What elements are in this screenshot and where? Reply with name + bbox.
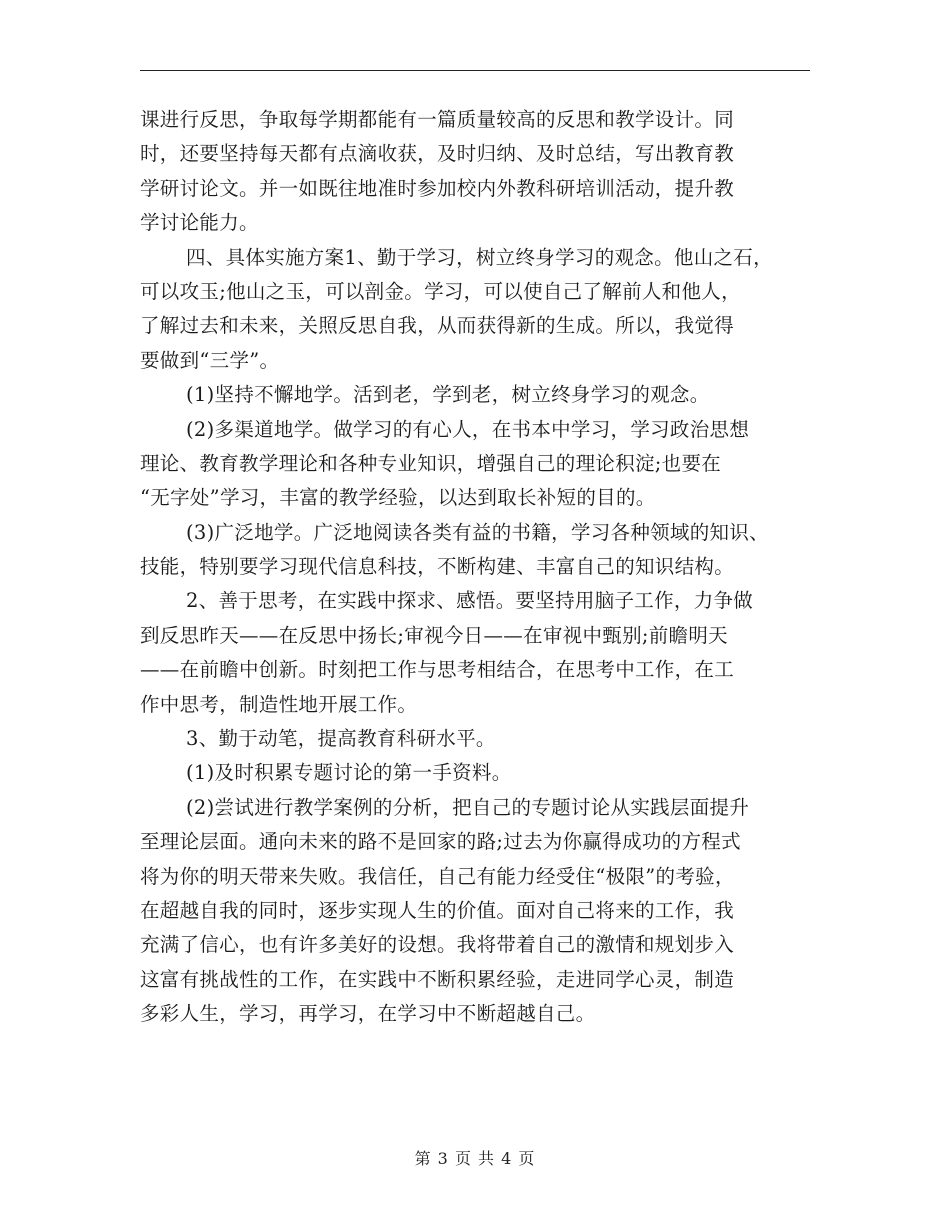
text-line: (2)尝试进行教学案例的分析，把自己的专题讨论从实践层面提升 [186,795,750,819]
text-line: 了解过去和未来，关照反思自我，从而获得新的生成。所以，我觉得 [140,314,735,338]
text-line: (3)广泛地学。广泛地阅读各类有益的书籍，学习各种领域的知识、 [186,520,769,544]
text-line: 这富有挑战性的工作，在实践中不断积累经验，走进同学心灵，制造 [140,967,735,991]
text-line: 到反思昨天——在反思中扬长;审视今日——在审视中甄别;前瞻明天 [140,623,728,647]
text-line: 可以攻玉;他山之玉，可以剖金。学习，可以使自己了解前人和他人， [140,279,741,303]
text-line: 将为你的明天带来失败。我信任，自己有能力经受住“极限”的考验， [140,864,735,888]
text-line: 2、善于思考，在实践中探求、感悟。要坚持用脑子工作，力争做 [186,589,754,613]
page-number: 第 3 页 共 4 页 [414,1149,536,1168]
text-line: 作中思考，制造性地开展工作。 [140,692,418,716]
text-line: 在超越自我的同时，逐步实现人生的价值。面对自己将来的工作，我 [140,898,735,922]
text-line: (1)及时积累专题讨论的第一手资料。 [186,761,512,785]
text-line: 课进行反思，争取每学期都能有一篇质量较高的反思和教学设计。同 [140,108,735,131]
text-line: 充满了信心，也有许多美好的设想。我将带着自己的激情和规划步入 [140,933,735,957]
text-line: 学研讨论文。并一如既往地准时参加校内外教科研培训活动，提升教 [140,176,735,200]
text-line: 多彩人生，学习，再学习，在学习中不断超越自己。 [140,1002,596,1026]
text-line: “无字处”学习，丰富的教学经验，以达到取长补短的目的。 [140,486,656,510]
text-line: 技能，特别要学习现代信息科技，不断构建、丰富自己的知识结构。 [140,555,735,579]
text-line: 理论、教育教学理论和各种专业知识，增强自己的理论积淀;也要在 [140,451,722,475]
text-line: ——在前瞻中创新。时刻把工作与思考相结合，在思考中工作，在工 [140,658,735,682]
text-line: 3、勤于动笔，提高教育科研水平。 [186,727,496,751]
text-line: 四、具体实施方案1、勤于学习，树立终身学习的观念。他山之石， [186,245,773,269]
text-line: (2)多渠道地学。做学习的有心人，在书本中学习，学习政治思想 [186,417,750,441]
text-line: (1)坚持不懈地学。活到老，学到老，树立终身学习的观念。 [186,383,710,407]
text-line: 学讨论能力。 [140,211,259,235]
text-line: 至理论层面。通向未来的路不是回家的路;过去为你赢得成功的方程式 [140,830,741,854]
document-body [140,103,830,1032]
text-line: 时，还要坚持每天都有点滴收获，及时归纳、及时总结，写出教育教 [140,142,735,166]
text-line: 要做到“三学”。 [140,348,280,372]
header-rule [140,70,810,71]
